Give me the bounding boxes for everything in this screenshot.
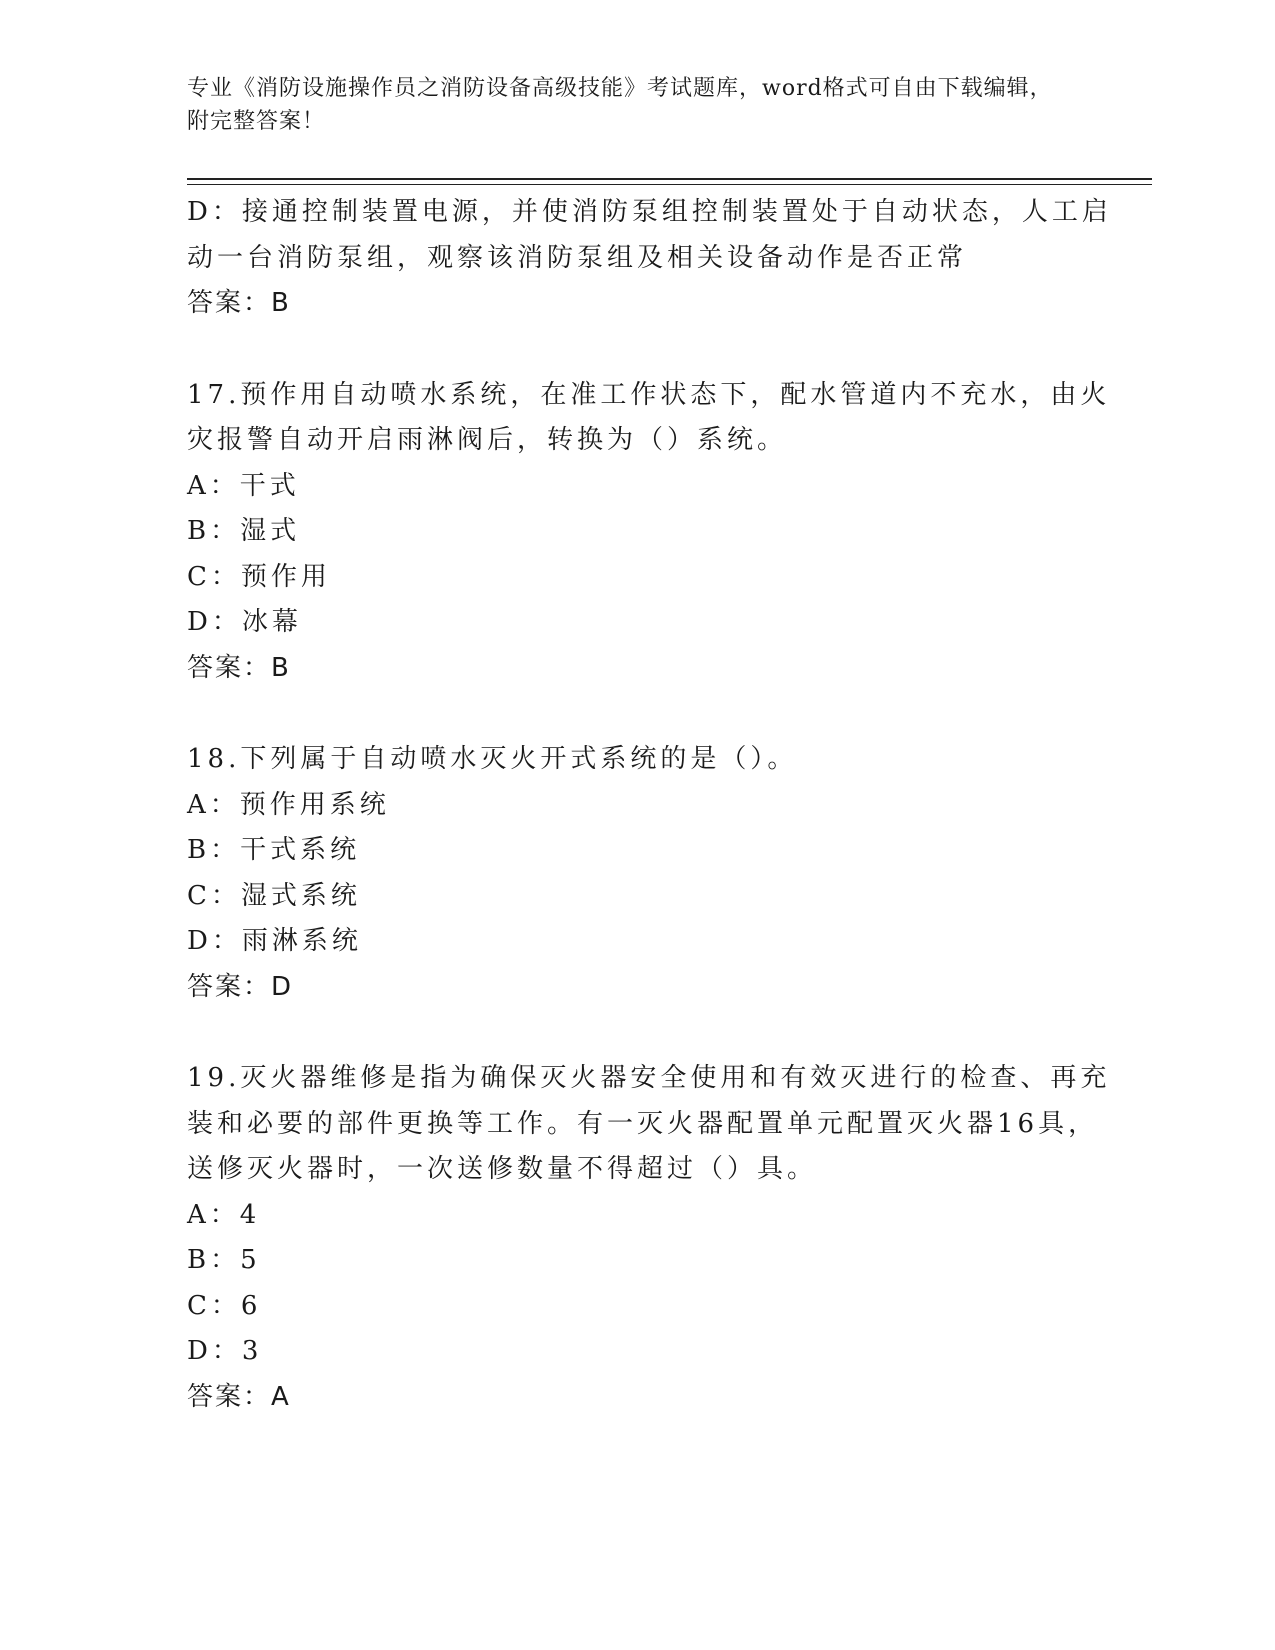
answer-19: 答案：A [187,1381,291,1412]
header-divider-thick [187,178,1152,180]
answer-17: 答案：B [187,652,291,683]
question-18-option-a: A：预作用系统 [187,789,390,820]
question-18-text-line-1: 18.下列属于自动喷水灭火开式系统的是（）。 [187,744,798,774]
answer-18: 答案：D [187,971,294,1002]
question-18-option-b: B：干式系统 [187,835,361,865]
question-17 [187,373,1111,692]
question-19-text-line-2: 装和必要的部件更换等工作。有一灭火器配置单元配置灭火器16具， [187,1108,1099,1139]
question-18-option-c: C：湿式系统 [187,880,361,911]
document-body [187,190,1112,1420]
spacer [187,691,1077,737]
spacer [187,1010,1077,1056]
question-19-option-d: D：3 [187,1336,263,1366]
question-18-option-d: D：雨淋系统 [187,926,362,956]
question-19 [187,1056,1111,1420]
question-17-option-c: C：预作用 [187,561,331,592]
answer-16: 答案：B [187,288,291,318]
question-17-option-d: D：冰幕 [187,607,302,637]
question-19-text-line-1: 19.灭火器维修是指为确保灭火器安全使用和有效灭进行的检查、再充 [187,1063,1111,1093]
question-17-text-line-1: 17.预作用自动喷水系统，在准工作状态下，配水管道内不充水，由火 [187,379,1111,410]
option-d-line-2: 动一台消防泵组，观察该消防泵组及相关设备动作是否正常 [187,242,968,273]
question-19-option-c: C：6 [187,1290,262,1321]
header-divider-thin [187,184,1152,185]
question-16-continuation [187,190,1112,327]
question-19-option-b: B：5 [187,1245,261,1275]
question-19-text-line-3: 送修灭火器时，一次送修数量不得超过（）具。 [187,1154,818,1184]
document-header: 专业《消防设施操作员之消防设备高级技能》考试题库，word格式可自由下载编辑，附完整答案！ [187,76,1053,134]
question-19-option-a: A：4 [187,1199,261,1230]
option-d-line-1: D：接通控制装置电源，并使消防泵组控制装置处于自动状态，人工启 [187,197,1112,227]
question-17-option-b: B：湿式 [187,516,301,546]
question-18 [187,737,1077,1010]
question-17-text-line-2: 灾报警自动开启雨淋阀后，转换为（）系统。 [187,425,788,455]
question-17-option-a: A：干式 [187,470,300,501]
spacer [187,327,1077,373]
